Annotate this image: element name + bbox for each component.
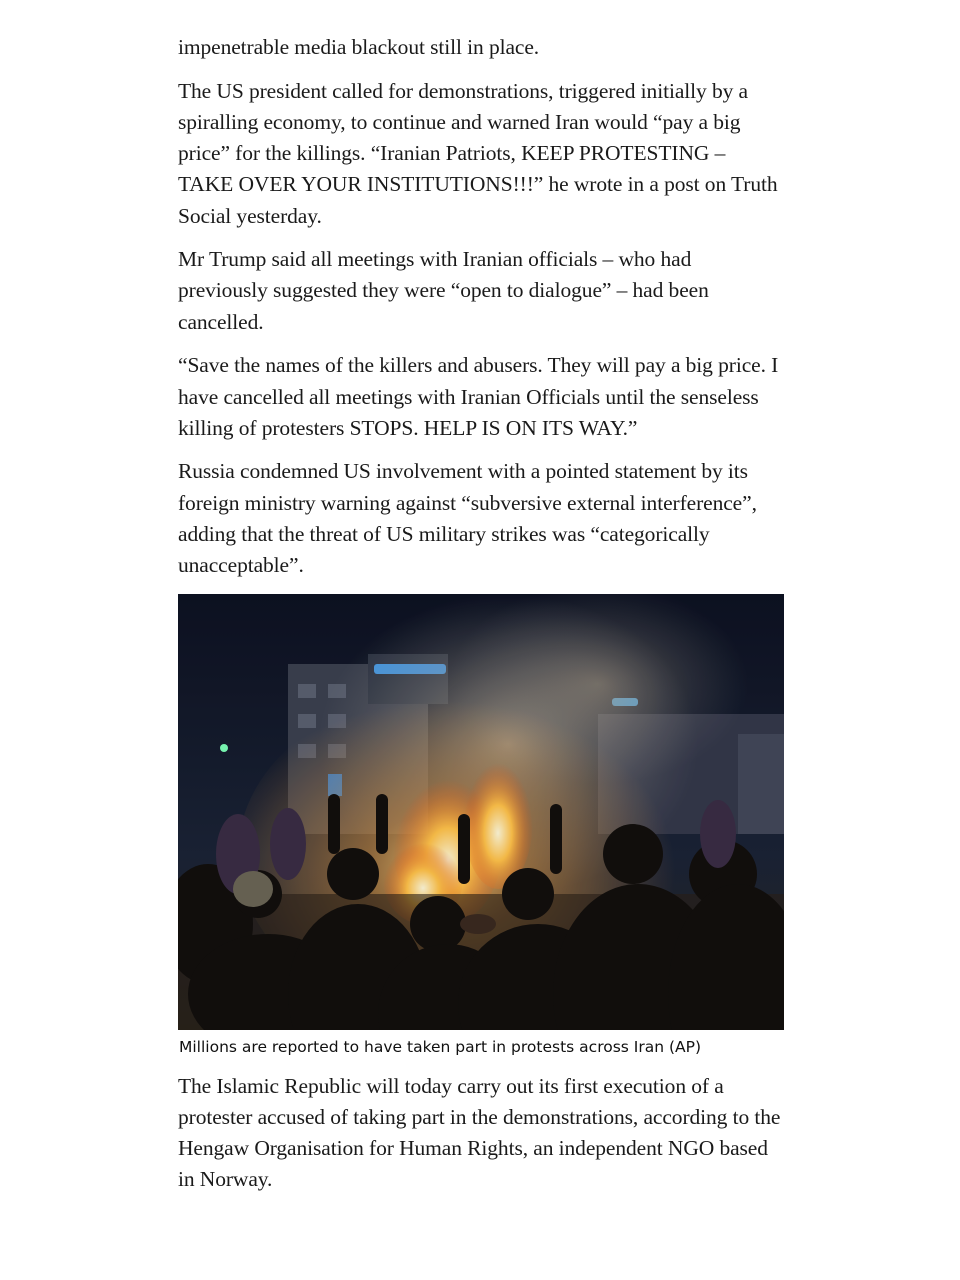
article-body (178, 32, 784, 1208)
article-paragraph: The US president called for demonstrations, triggered initially by a spiralling economy, to continue and warned Iran would “pay a big price” for the killings. “Iranian Patriots, KEEP PROTESTING – TAKE OVER YOUR INSTITUTIONS!!!” he wrote in a post on Truth Social yesterday. (178, 78, 778, 228)
article-paragraph: Russia condemned US involvement with a pointed statement by its foreign ministry warning against “subversive external interference”, adding that the threat of US military strikes was “categorically unacceptable”. (178, 459, 757, 578)
article-paragraph: Mr Trump said all meetings with Iranian officials – who had previously suggested they were “open to dialogue” – had been cancelled. (178, 247, 709, 334)
article-paragraph: The Islamic Republic will today carry out its first execution of a protester accused of taking part in the demonstrations, according to the Hengaw Organisation for Human Rights, an independent NGO based in Norway. (178, 1073, 781, 1192)
article-paragraph: impenetrable media blackout still in place. (178, 35, 540, 59)
article-paragraph: “Save the names of the killers and abusers. They will pay a big price. I have cancelled all meetings with Iranian Officials until the senseless killing of protesters STOPS. HELP IS ON ITS WAY.” (178, 353, 779, 440)
article-figure (178, 594, 784, 1057)
protest-photo[interactable] (178, 594, 784, 1030)
photo-caption: Millions are reported to have taken part in protests across Iran (AP) (179, 1037, 702, 1056)
